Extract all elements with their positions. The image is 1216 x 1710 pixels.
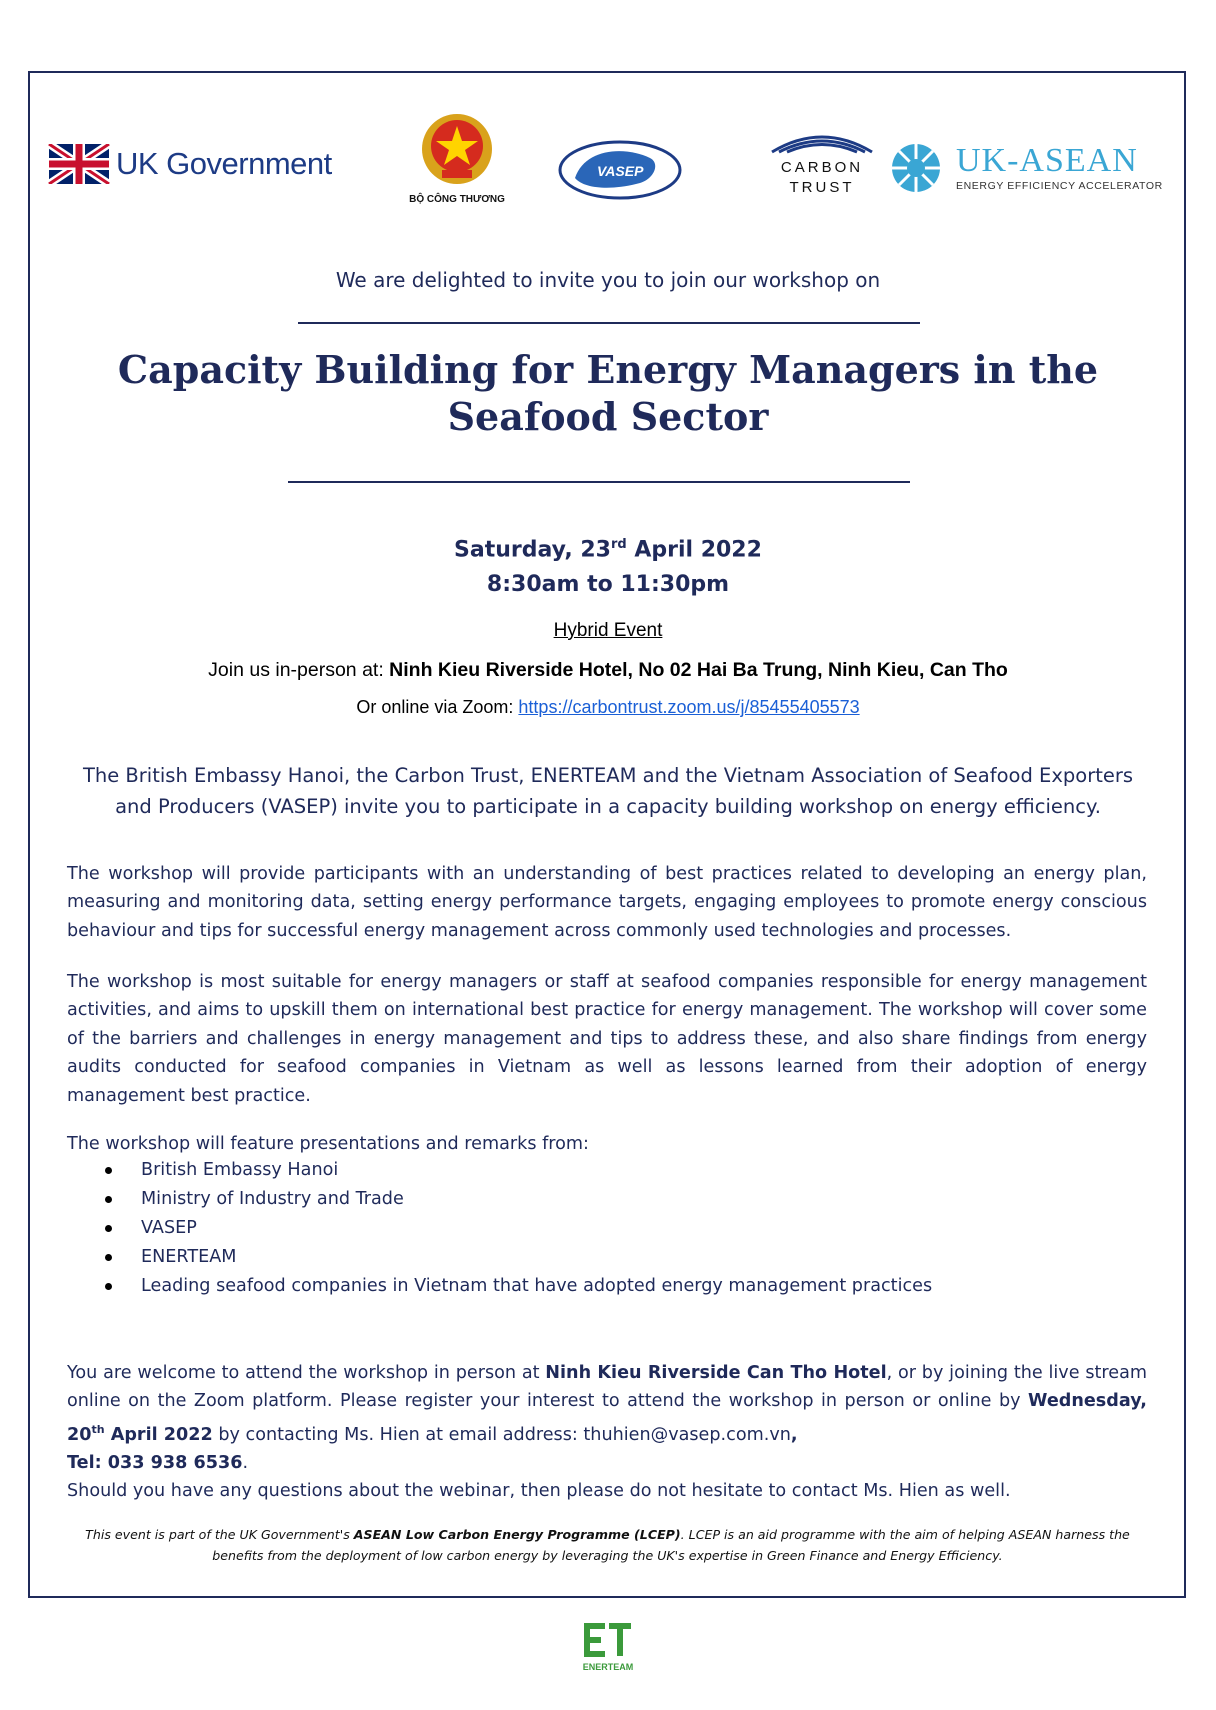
uk-government-logo: [48, 144, 332, 184]
uk-asean-name: UK-ASEAN: [956, 142, 1138, 179]
invite-line: We are delighted to invite you to join our workshop on: [335, 268, 881, 292]
carbon-trust-line2: TRUST: [789, 179, 855, 196]
zoom-link[interactable]: https://carbontrust.zoom.us/j/85455405573: [518, 697, 860, 717]
list-item: VASEP: [67, 1214, 932, 1243]
paragraph-registration: You are welcome to attend the workshop in person at Ninh Kieu Riverside Can Tho Hotel, or by joining the live stream online on the Zoom platform. Please register your interest to attend the workshop in person or online by Wednesday, 20th April 2022 by contacting Ms. Hien at email address: thuhien@vasep.com.vn, Tel: 033 938 6536. Should you have any questions about the webinar, then please do not hesitate to contact Ms. Hien as well.: [67, 1363, 1147, 1502]
list-item: Leading seafood companies in Vietnam that have adopted energy management practices: [67, 1272, 932, 1301]
venue-address: Ninh Kieu Riverside Hotel, No 02 Hai Ba Trung, Ninh Kieu, Can Tho: [389, 659, 1008, 681]
partner-logos: [40, 108, 1180, 218]
zoom-line: Or online via Zoom: https://carbontrust.zoom.us/j/85455405573: [356, 697, 860, 717]
carbon-trust-arcs-icon: [767, 128, 877, 154]
speakers-intro: The workshop will feature presentations and remarks from:: [67, 1134, 589, 1154]
speakers-list: [67, 1156, 932, 1301]
enerteam-logo: [578, 1622, 638, 1672]
divider-bottom: [288, 481, 910, 483]
list-item: British Embassy Hanoi: [67, 1156, 932, 1185]
enerteam-mark-icon: [583, 1622, 633, 1658]
carbon-trust-line1: CARBON: [780, 159, 864, 176]
footer-note: This event is part of the UK Government's ASEAN Low Carbon Energy Programme (LCEP). LCEP is an aid programme with the aim of helping ASEAN harness the benefits from the deployment of low carbon energy by leveraging the UK's expertise in Green Finance and Energy Efficiency.: [85, 1527, 1130, 1563]
event-date: Saturday, 23rd April 2022: [454, 537, 762, 563]
event-time: 8:30am to 11:30pm: [486, 572, 730, 598]
contact-tel: Tel: 033 938 6536: [67, 1453, 243, 1474]
venue-line: Join us in-person at: Ninh Kieu Riverside Hotel, No 02 Hai Ba Trung, Ninh Kieu, Can Tho: [208, 659, 1008, 681]
carbon-trust-logo: [742, 128, 902, 198]
organizers-statement: The British Embassy Hanoi, the Carbon Trust, ENERTEAM and the Vietnam Association of Seafood Exporters and Producers (VASEP) invite you to participate in a capacity building workshop on energy efficiency.: [82, 764, 1134, 818]
uk-government-wordmark: UK Government: [116, 146, 332, 181]
hybrid-event-label: Hybrid Event: [553, 620, 663, 641]
union-jack-icon: [48, 144, 110, 184]
vietnam-emblem-icon: [420, 112, 494, 186]
page-title: [30, 346, 1186, 440]
paragraph-overview: The workshop will provide participants with an understanding of best practices related to developing an energy plan, measuring and monitoring data, setting energy performance targets, engaging employees to promote energy conscious behaviour and tips for successful energy management across commonly used technologies and processes.: [67, 864, 1147, 941]
vasep-wordmark: VASEP: [597, 163, 644, 179]
list-item: ENERTEAM: [67, 1243, 932, 1272]
uk-asean-logo: [890, 142, 1163, 194]
list-item: Ministry of Industry and Trade: [67, 1185, 932, 1214]
uk-asean-subtitle: ENERGY EFFICIENCY ACCELERATOR: [956, 180, 1163, 192]
title-line-2: Seafood Sector: [447, 394, 769, 439]
enerteam-wordmark: ENERTEAM: [582, 1662, 634, 1672]
vasep-logo: [555, 138, 685, 206]
divider-top: [298, 322, 920, 324]
moit-logo: [402, 112, 512, 205]
event-datetime: [30, 527, 1186, 602]
title-line-1: Capacity Building for Energy Managers in the: [117, 347, 1099, 392]
uk-asean-globe-icon: [890, 142, 942, 194]
moit-caption: BỘ CÔNG THƯƠNG: [409, 194, 505, 205]
paragraph-audience: The workshop is most suitable for energy managers or staff at seafood companies responsible for energy management activities, and aims to upskill them on international best practice for energy management. The workshop will cover some of the barriers and challenges in energy management and tips to address these, and also share findings from energy audits conducted for seafood companies in Vietnam as well as lessons learned from their adoption of energy management best practice.: [67, 972, 1147, 1106]
